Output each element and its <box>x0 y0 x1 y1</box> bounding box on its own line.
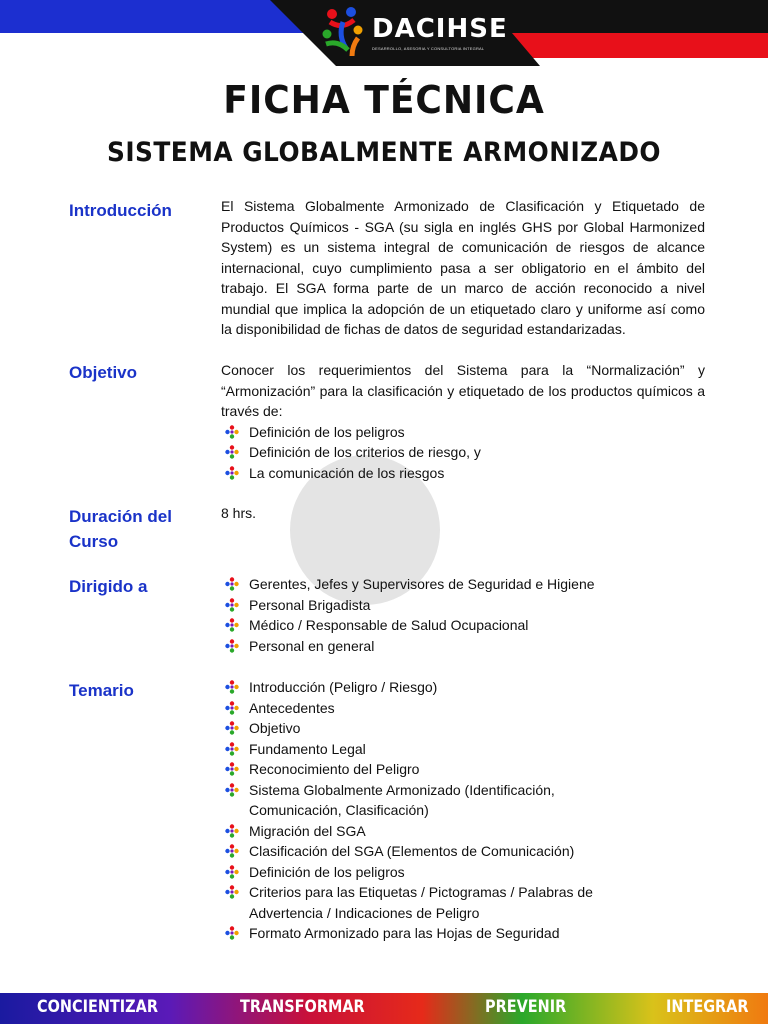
list-item <box>221 882 621 923</box>
list-item <box>221 615 705 636</box>
footer-banner <box>0 993 768 1024</box>
list-item <box>221 422 705 443</box>
list-item-text: Médico / Responsable de Salud Ocupacional <box>249 617 529 633</box>
duracion-label-line1: Duración del <box>69 507 172 526</box>
logo-figure-icon <box>318 4 368 60</box>
dirigido-list <box>221 574 705 656</box>
flower-bullet-icon <box>225 466 239 480</box>
flower-bullet-icon <box>225 721 239 735</box>
list-item <box>221 821 621 842</box>
duracion-label <box>69 504 172 554</box>
list-item <box>221 923 621 944</box>
list-item-text: Criterios para las Etiquetas / Pictogramas / Palabras de Advertencia / Indicaciones de Peligro <box>249 884 593 921</box>
page-subtitle: SISTEMA GLOBALMENTE ARMONIZADO <box>106 137 661 168</box>
flower-bullet-icon <box>225 762 239 776</box>
list-item-text: Objetivo <box>249 720 301 736</box>
duracion-text: 8 hrs. <box>221 505 257 521</box>
intro-text: El Sistema Globalmente Armonizado de Clasificación y Etiquetado de Productos Químicos - SGA (su sigla en inglés GHS por Global Harmonized System) es un sistema integral de comunicación de riesgos de alcance internacional, cuyo cumplimiento pasa a ser obligatorio en el ámbito del trabajo. El SGA forma parte de un marco de acción reconocido a nivel mundial que implica la adopción de un etiquetado claro y uniforme así como la disponibilidad de fichas de datos de seguridad estandarizadas. <box>221 198 705 337</box>
flower-bullet-icon <box>225 844 239 858</box>
objetivo-section <box>221 360 705 483</box>
dirigido-label: Dirigido a <box>69 577 148 596</box>
list-item <box>221 841 621 862</box>
logo-name: DACIHSE <box>372 13 508 44</box>
footer-word-prevenir: PREVENIR <box>485 997 567 1017</box>
footer-word-concientizar: CONCIENTIZAR <box>37 997 158 1017</box>
flower-bullet-icon <box>225 865 239 879</box>
list-item-text: Antecedentes <box>249 699 335 716</box>
temario-label: Temario <box>69 681 134 700</box>
list-item-text: Clasificación del SGA (Elementos de Comunicación) <box>249 843 575 859</box>
list-item <box>221 463 705 484</box>
list-item <box>221 759 621 780</box>
list-item-text: Formato Armonizado para las Hojas de Seguridad <box>249 925 560 941</box>
flower-bullet-icon <box>225 618 239 632</box>
intro-label: Introducción <box>69 201 172 220</box>
list-item <box>221 739 621 760</box>
list-item-text: Definición de los peligros <box>249 863 405 880</box>
flower-bullet-icon <box>225 577 239 591</box>
footer-word-integrar: INTEGRAR <box>666 997 749 1017</box>
list-item <box>221 595 705 616</box>
list-item-text: Gerentes, Jefes y Supervisores de Seguridad e Higiene <box>249 576 595 592</box>
list-item <box>221 780 621 821</box>
list-item-text: Definición de los peligros <box>249 423 405 440</box>
flower-bullet-icon <box>225 885 239 899</box>
page-title: FICHA TÉCNICA <box>223 78 545 122</box>
objetivo-label: Objetivo <box>69 363 138 382</box>
list-item-text: Sistema Globalmente Armonizado (Identificación, Comunicación, Clasificación) <box>249 781 555 818</box>
temario-list <box>221 677 621 944</box>
objetivo-list <box>221 422 705 484</box>
flower-bullet-icon <box>225 445 239 459</box>
list-item <box>221 862 621 883</box>
flower-bullet-icon <box>225 425 239 439</box>
duracion-label-line2: Curso <box>69 532 119 551</box>
list-item <box>221 677 621 698</box>
temario-section <box>221 677 621 944</box>
list-item <box>221 574 705 595</box>
flower-bullet-icon <box>225 742 239 756</box>
objetivo-text: Conocer los requerimientos del Sistema para la “Normalización” y “Armonización” para la clasificación y etiquetado de los productos químicos a través de: <box>221 362 705 419</box>
flower-bullet-icon <box>225 680 239 694</box>
flower-bullet-icon <box>225 926 239 940</box>
list-item <box>221 718 621 739</box>
footer-word-transformar: TRANSFORMAR <box>240 997 365 1017</box>
list-item-text: Fundamento Legal <box>249 740 366 757</box>
list-item <box>221 636 705 657</box>
logo-tagline: DESARROLLO, ASESORIA Y CONSULTORIA INTEGRAL <box>372 45 485 51</box>
list-item-text: Personal Brigadista <box>249 596 371 613</box>
list-item <box>221 698 621 719</box>
list-item-text: Introducción (Peligro / Riesgo) <box>249 679 438 695</box>
list-item-text: Reconocimiento del Peligro <box>249 761 420 777</box>
company-logo <box>318 2 508 62</box>
flower-bullet-icon <box>225 701 239 715</box>
flower-bullet-icon <box>225 639 239 653</box>
flower-bullet-icon <box>225 598 239 612</box>
flower-bullet-icon <box>225 824 239 838</box>
list-item-text: Personal en general <box>249 637 375 654</box>
flower-bullet-icon <box>225 783 239 797</box>
list-item <box>221 442 705 463</box>
dirigido-section <box>221 574 705 656</box>
list-item-text: Definición de los criterios de riesgo, y <box>249 444 481 460</box>
list-item-text: La comunicación de los riesgos <box>249 464 445 481</box>
list-item-text: Migración del SGA <box>249 822 366 839</box>
